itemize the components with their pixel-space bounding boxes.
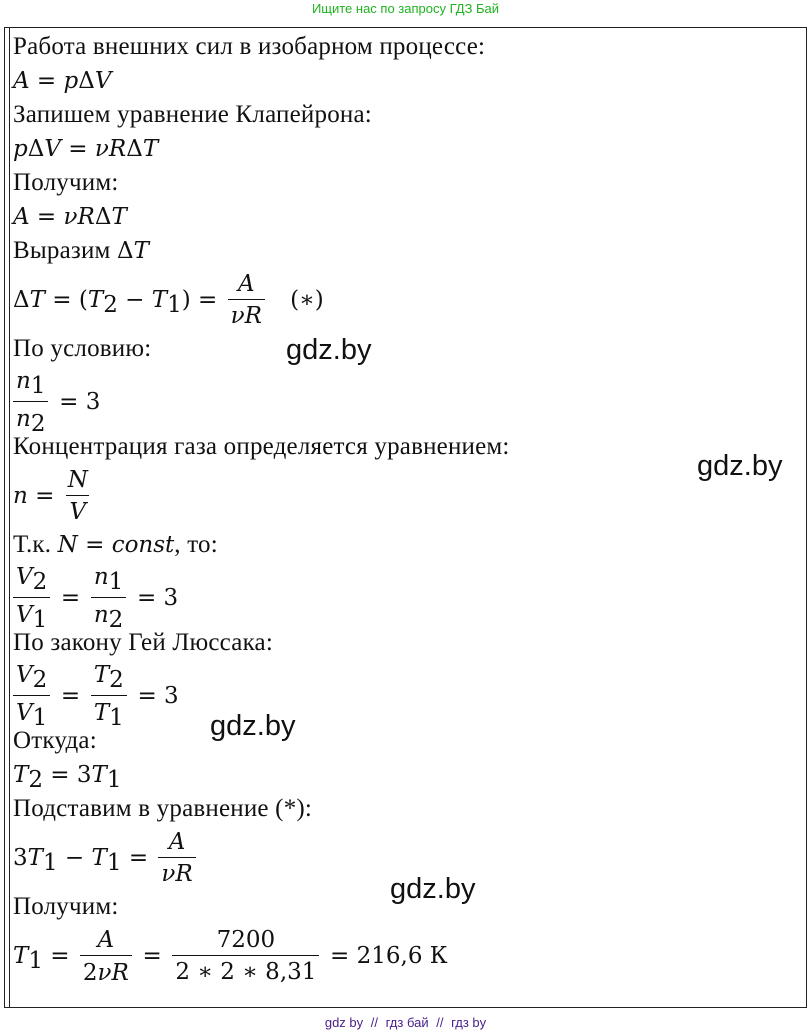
text: Откуда: xyxy=(13,727,97,754)
text-line xyxy=(13,429,793,463)
footer-link[interactable]: gdz by xyxy=(324,1015,364,1030)
footer-link[interactable]: гдз бай xyxy=(385,1015,429,1030)
text: Запишем уравнение Клапейрона: xyxy=(13,101,372,128)
text: Получим: xyxy=(13,169,119,196)
footer-link[interactable]: гдз by xyxy=(451,1015,487,1030)
formula-substitute: $3T_1 - T_1$ = $\frac{A}{\nu R}$ xyxy=(13,825,793,889)
formula-delta-t: $\Delta T = (T_2 - T_1)$ = $\frac{A}{\nu R}$ (∗) xyxy=(13,267,793,331)
formula-work: A = pΔV xyxy=(13,68,112,94)
footer-links xyxy=(0,1012,811,1034)
watermark: gdz.by xyxy=(286,334,372,366)
footer-separator: // xyxy=(436,1015,444,1030)
formula-work-result: A = νRΔT xyxy=(13,204,127,230)
watermark: gdz.by xyxy=(210,710,296,742)
text-line xyxy=(13,331,793,365)
top-banner[interactable]: Ищите нас по запросу ГДЗ Бай xyxy=(311,1,500,16)
formula-volume-ratio: $\frac{V_2}{V_1}$ = $\frac{n_1}{n_2}$ = 3 xyxy=(13,561,793,625)
text-line xyxy=(13,723,793,757)
text-line xyxy=(13,625,793,659)
watermark: gdz.by xyxy=(697,450,783,482)
text: По условию: xyxy=(13,335,152,362)
formula-result: $T_1$ = $\frac{A}{2\nu R}$ = $\frac{7200}{2 ∗ 2 ∗ 8,31}$ = 216,6 К xyxy=(13,923,793,987)
text-line xyxy=(13,29,793,63)
text: Выразим xyxy=(13,237,117,264)
footer-separator: // xyxy=(370,1015,379,1030)
text: , то: xyxy=(174,531,218,558)
text-line xyxy=(13,791,793,825)
result-value: = 216,6 К xyxy=(330,943,448,969)
formula-ratio-n: $\frac{n_1}{n_2}$ = 3 xyxy=(13,365,793,429)
result-numerator: 7200 xyxy=(216,927,276,953)
formula-clapeyron: pΔV = νRΔT xyxy=(13,136,159,162)
text-line: Выразим ΔT xyxy=(13,237,149,264)
watermark: gdz.by xyxy=(390,873,476,905)
formula-t2: $T_2 = 3T_1$ xyxy=(13,762,122,793)
text-line: Т.к. N = const, то: xyxy=(13,531,218,558)
text: Получим: xyxy=(13,893,119,920)
text-line xyxy=(13,97,793,131)
solution-content xyxy=(13,29,793,987)
text: По закону Гей Люссака: xyxy=(13,629,273,656)
formula-gay-lussac: $\frac{V_2}{V_1}$ = $\frac{T_2}{T_1}$ = 3 xyxy=(13,659,793,723)
text: Т.к. xyxy=(13,531,58,558)
result-denominator: 2 ∗ 2 ∗ 8,31 xyxy=(172,955,319,988)
text: Работа внешних сил в изобарном процессе: xyxy=(13,33,486,60)
frame-inner-border xyxy=(9,28,10,1007)
text: Концентрация газа определяется уравнением: xyxy=(13,433,510,460)
text: Подставим в уравнение (*): xyxy=(13,795,313,822)
formula-concentration: n = $\frac{N}{V}$ xyxy=(13,463,793,527)
text-line xyxy=(13,165,793,199)
